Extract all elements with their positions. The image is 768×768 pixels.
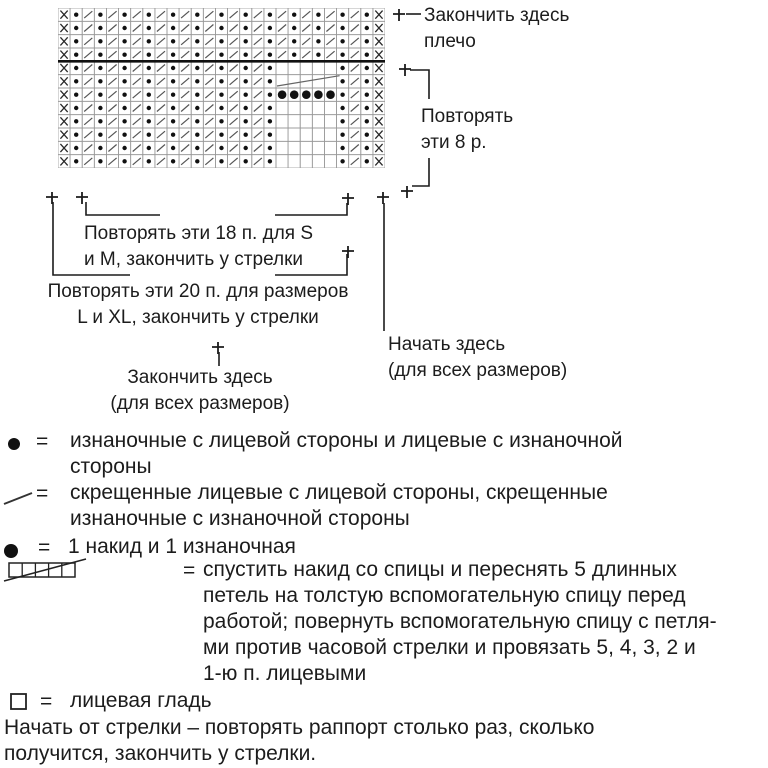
equals-sign: = — [183, 559, 196, 582]
annotation-line: Повторять — [421, 106, 514, 127]
legend-text-line: изнаночные с изнаночной стороны — [70, 507, 410, 530]
crossed-knit-slash-icon — [2, 488, 36, 508]
annotation-finish-shoulder — [424, 3, 569, 55]
legend-text-line: лицевая гладь — [70, 689, 212, 712]
annotation-repeat-20 — [26, 279, 370, 331]
equals-sign: = — [38, 536, 51, 559]
arrow-marker — [342, 246, 354, 258]
annotation-repeat-rows — [421, 104, 513, 156]
repeat18-bracket-right — [275, 203, 347, 215]
annotation-line: Начать здесь — [388, 334, 506, 355]
annotation-finish-all — [98, 365, 302, 417]
legend-item-purl — [70, 428, 623, 480]
legend-text-line: 1-ю п. лицевыми — [203, 662, 367, 685]
repeat-rows-bracket-top — [410, 70, 429, 99]
annotation-start-all — [388, 332, 567, 384]
legend-item-stockinette — [70, 688, 212, 714]
legend-text-line: работой; повернуть вспомогательную спицу с петля- — [203, 610, 717, 633]
legend-text-line: стороны — [70, 455, 152, 478]
annotation-line: Закончить здесь — [424, 5, 570, 26]
arrow-marker — [342, 193, 354, 205]
annotation-line: Повторять эти 18 п. для S — [84, 223, 314, 244]
annotation-repeat-18 — [84, 221, 313, 273]
purl-dot-icon — [2, 432, 28, 458]
repeat18-bracket-left — [86, 202, 160, 215]
annotation-line: плечо — [424, 31, 476, 52]
annotation-line: Закончить здесь — [127, 367, 273, 388]
annotation-line: Повторять эти 20 п. для размеров — [47, 281, 349, 302]
legend-text-line: спустить накид со спицы и переснять 5 длинных — [203, 558, 677, 581]
legend-item-drop-loops — [203, 557, 717, 687]
stockinette-square-icon — [8, 691, 32, 715]
legend-text-line: 1 накид и 1 изнаночная — [68, 535, 296, 558]
arrow-marker — [393, 9, 405, 21]
legend-text-line: петель на толстую вспомогательную спицу перед — [203, 584, 686, 607]
arrow-marker — [377, 192, 389, 204]
equals-sign: = — [36, 430, 49, 453]
annotation-line: и М, закончить у стрелки — [84, 249, 304, 270]
legend-item-crossed — [70, 480, 608, 532]
annotation-line: (для всех размеров) — [388, 360, 568, 381]
legend-text-line: скрещенные лицевые с лицевой стороны, скрещенные — [70, 481, 608, 504]
equals-sign: = — [40, 690, 53, 713]
annotation-line: эти 8 р. — [421, 132, 487, 153]
repeat-rows-bracket-bottom — [412, 158, 429, 186]
legend-text-line: изнаночные с лицевой стороны и лицевые с изнаночной — [70, 429, 623, 452]
drop-loops-block-icon — [2, 556, 94, 584]
legend-footer-line: Начать от стрелки – повторять раппорт столько раз, сколько — [4, 716, 595, 739]
arrow-marker — [401, 186, 413, 198]
arrow-marker — [212, 342, 224, 354]
legend-footer — [4, 715, 594, 767]
annotation-line: L и XL, закончить у стрелки — [77, 307, 319, 328]
arrow-marker — [399, 64, 411, 76]
legend-footer-line: получится, закончить у стрелки. — [4, 742, 317, 765]
arrow-marker — [46, 192, 58, 204]
equals-sign: = — [36, 482, 49, 505]
annotation-line: (для всех размеров) — [110, 393, 290, 414]
legend-text-line: ми против часовой стрелки и провязать 5, 4, 3, 2 и — [203, 636, 696, 659]
